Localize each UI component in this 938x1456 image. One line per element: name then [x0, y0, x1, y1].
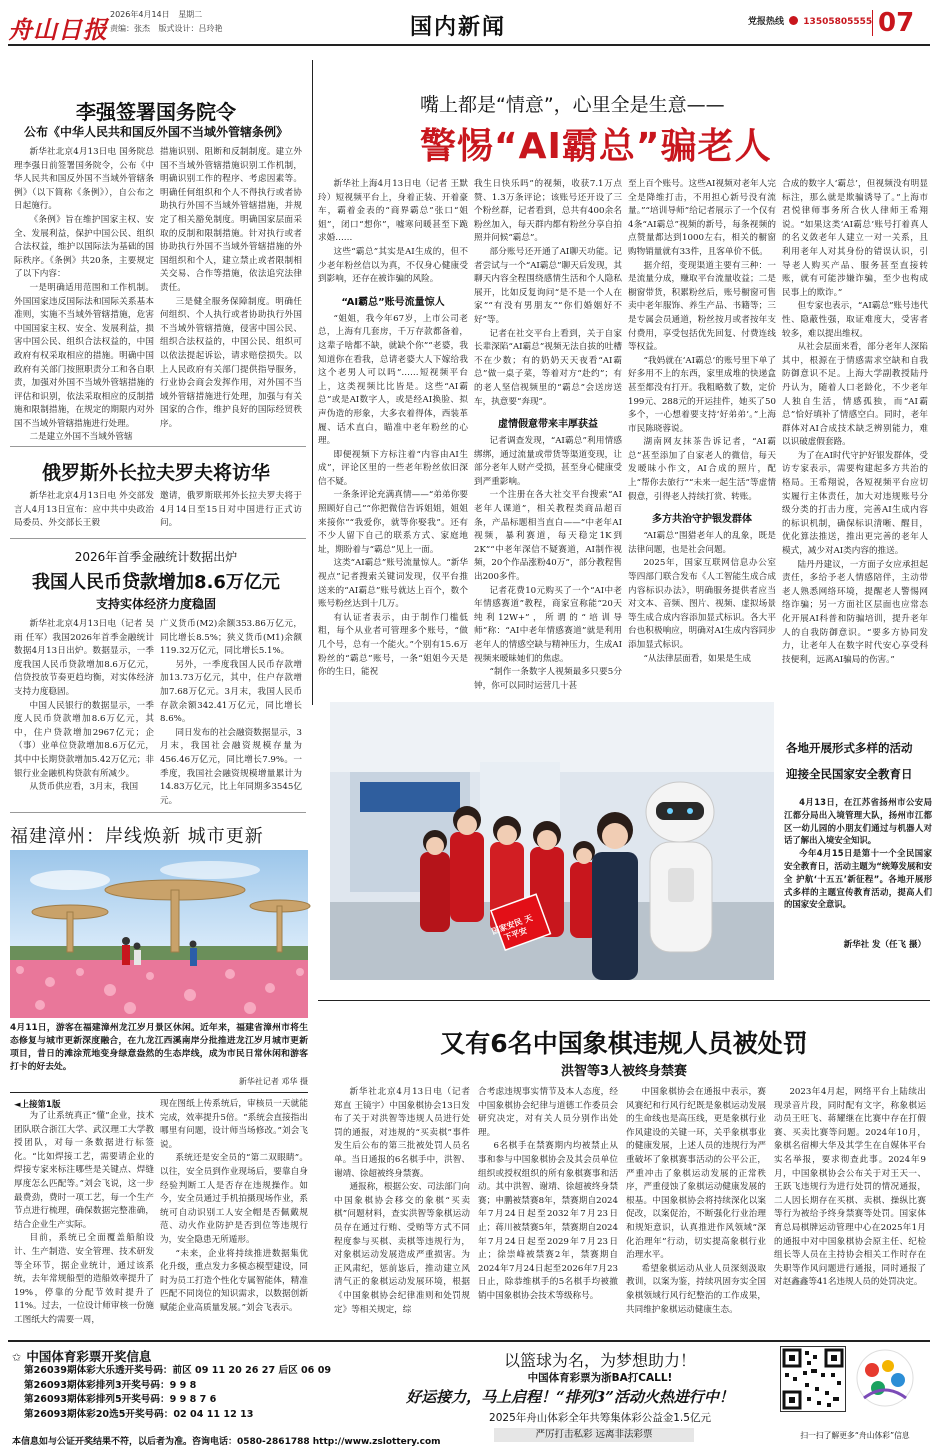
paragraph: 中国人民银行的数据显示，一季度人民币贷款增加8.6万亿元，其中，住户贷款增加2967亿元；企（事）业单位贷款增加8.6万亿元，其中中长期贷款增加5.42万亿元；非银行业金融机构贷款有所减少。 — [14, 700, 154, 779]
slogan-5 — [494, 1428, 694, 1442]
paragraph: 新华社北京4月13日电 国务院总理李强日前签署国务院令，公布《中华人民共和国反外国不当域外管辖条例》（以下简称《条例》），自公布之日起施行。 — [14, 147, 154, 212]
paragraph: 目前，系统已全面覆盖船舶设计、生产制造、安全管理、技术研发等全环节，据企业统计，通过该系统，去年常规船型的造船效率提升了19%，停靠的分配节效时提升了11%。过去，一位设计师审核一份施工图纸大约需要一周， — [14, 1233, 154, 1325]
paragraph: 新华社北京4月13日电（记者 郑直 王镜宇）中国象棋协会13日发布了关于对洪智等违规人员进行处罚的通报，对违规的“买卖棋”事件发生后公布的第三批被处罚人员名单。当日通报的6名棋手中，洪智、谢靖、徐超被终身禁赛。 — [334, 1087, 470, 1179]
paragraph: 广义货币(M2)余额353.86万亿元，同比增长8.5%；狭义货币(M1)余额119.32万亿元，同比增长5.1%。 — [160, 619, 302, 657]
chess-col-1 — [334, 1086, 470, 1334]
subtitle-premier: 公布《中华人民共和国反外国不当域外管辖条例》 — [23, 125, 288, 139]
paragraph: 希望象棋运动从业人员深刻汲取教训，以案为鉴，持续巩固夯实全国象棋领域行风行纪整治的工作成果，共同维护象棋运动健康生态。 — [626, 1263, 766, 1315]
lottery-row: 第26093期体彩排列5开奖号码：9 9 8 7 6 — [24, 1394, 217, 1405]
paragraph: “未来，企业将持续推进数据集优化升级，重点发力多模态模型建设，同时为员工打造个性化专属智能体，精准匹配不同岗位的知识需求，以数据创新赋能企业高质量发展。”刘会飞表示。 — [160, 1248, 308, 1313]
paragraph: 系统还是安全员的“第二双眼睛”。以往，安全员到作业现场后，要靠自身经验判断工人是否存在违规操作。如今，安全员通过手机拍摄现场作业，系统可自动识别工人安全帽是否佩戴规范、动火作业防护是否到位等违规行为，安全隐患无所遁形。 — [160, 1153, 308, 1245]
lottery-row: 第26039期体彩大乐透开奖号码：前区 09 11 20 26 27 后区 06 09 — [24, 1365, 332, 1376]
loans-col-1 — [14, 618, 154, 808]
issue-date — [110, 9, 202, 20]
lottery-title: 中国体育彩票开奖信息 — [26, 1349, 152, 1364]
date-text: 2026年4月14日 — [110, 10, 170, 19]
subtitle-loans: 支持实体经济力度稳固 — [95, 597, 216, 611]
paragraph: 邀请，俄罗斯联邦外长拉夫罗夫将于4月14日至15日对中国进行正式访问。 — [160, 491, 302, 529]
qr-caption: 扫一扫了解更多“舟山体彩”信息 — [800, 1431, 910, 1440]
headline-premier: 李强签署国务院令 — [76, 100, 236, 124]
section-title: 国内新闻 — [410, 14, 507, 40]
masthead — [0, 0, 938, 44]
paragraph: 2023年4月起，网络平台上陆续出现录音片段，同时配有文字，称象棋运动员王旺飞、蒋耀继在比赛中存在打假赛、买卖比赛等问题。2024年10月，象棋名宿柳大华及其学生在自媒体平台实名举报，要求彻查此事。2024年9月，中国象棋协会公布关于对王天一、王跃飞违规行为进行处罚的情况通报，二人因长期存在买棋、卖棋、操纵比赛等行为被给予终身禁赛等处罚。国家体育总局棋牌运动管理中心在2025年1月的通报中对中国象棋协会原主任、纪检组长等人员在主持协会相关工作时存在失职等作风问题进行通报，同时通报了对赵鑫鑫等41名违规人员的处罚决定。 — [774, 1087, 926, 1288]
paragraph: 今年4月15日是第十一个全民国家安全教育日，活动主题为“统筹发展和安全 护航‘十五五’新征程”。各地开展形式多样的主题宣传教育活动，提高人们的国家安全意识。 — [784, 848, 932, 910]
headline-russia: 俄罗斯外长拉夫罗夫将访华 — [41, 462, 270, 484]
paragraph: 6名棋手在禁赛期内均被禁止从事和参与中国象棋协会及其会员单位组织或授权组织的所有象棋赛事和活动。其中洪智、谢靖、徐超被终身禁赛；申鹏被禁赛8年，禁赛期自2024年7月24日起至2032年7月23日止；蒋川被禁赛5年，禁赛期自2024年7月24日起至2029年7月23日止；徐崇峰被禁赛2年，禁赛期自2024年7月24日起至2026年7月23日止，除恭维棋手的5名棋手均被撤销中国象棋协会技术等级称号。 — [478, 1141, 618, 1301]
ai-col-4 — [782, 178, 928, 668]
paragraph: 措施识别、阻断和反制制度。建立外国不当域外管辖措施识别工作机制，明确识别工作的程序、考虑因素等。明确任何组织和个人不得执行或者协助执行外国不当域外管辖措施，并规定了相关豁免制度。明确国家层面采取的反制和限制措施。针对执行或者协助执行外国不当域外管辖措施的外国组织和个人，建立禁止或者限制相关交易、合作等措施，依法追究法律责任。 — [160, 147, 302, 293]
russia-col-1 — [14, 490, 154, 532]
paragraph: 同日发布的社会融资数据显示，3月末，我国社会融资规模存量为456.46万亿元，同比增长7.9%。一季度，我国社会融资规模增量累计为14.83万亿元，比上年同期多3545亿元。 — [160, 727, 302, 806]
paragraph: 合考虑违规事实情节及本人态度，经中国象棋协会纪律与道德工作委员会研究决定，对有关人员分别作出处理。 — [478, 1087, 618, 1138]
paragraph: “从法律层面看，如果是生成 — [643, 653, 751, 664]
paragraph: 二是建立外国不当域外管辖 — [29, 432, 133, 443]
qr-code[interactable] — [780, 1346, 846, 1412]
slogan-2: 中国体育彩票为浙BA打CALL! — [527, 1372, 673, 1384]
divider — [10, 1092, 308, 1093]
paragraph: 记者调查发现，“AI霸总”利用情感绑绑，通过流量或带货等渠道变现，让部分老年人财产受损，甚至身心健康受到严重影响。 — [474, 436, 622, 487]
paragraph: 但专家也表示，“AI霸总”账号违代性、隐蔽性强，取证难度大，受害者较多，难以提出维权。 — [782, 301, 928, 339]
premier-col-2 — [160, 146, 302, 438]
safety-credit: 新华社 发（任飞 摄） — [843, 940, 926, 950]
slogan-3: 好运接力，马上启程！“排列3”活动火热进行中！ — [406, 1388, 734, 1406]
fujian-photo-art — [10, 850, 308, 1018]
safety-title-2: 迎接全民国家安全教育日 — [786, 767, 913, 781]
paragraph: 4月13日，在江苏省扬州市公安局江都分局出入境管理大队，扬州市江都区一幼儿园的小朋友们通过与机器人对话了解出入境安全知识。 — [784, 797, 932, 846]
paragraph: 陆丹丹建议，一方面子女应承担起责任，多给予老人情感陪伴，主动带老人熟悉网络环境，提醒老人警惕网络诈骗；另一方面社区层面也应常态化开展AI科普和防骗培训，提升老年人的自我防御意识。“要多方协同发力，让老年人在数字时代安心享受科技便利，远离AI骗局的伤害。” — [782, 559, 928, 665]
lottery-row: 第26093期体彩排列3开奖号码：9 9 8 — [24, 1379, 197, 1391]
paragraph: 现在图纸上传系统后，审核员一天就能完成，效率提升5倍。“系统会直接指出哪里有问题，设计师当场修改。”刘会飞说。 — [160, 1099, 308, 1150]
masthead-rule — [8, 44, 930, 46]
subhead: 多方共治守护银发群体 — [652, 514, 752, 526]
editor-text: 责编：张杰 — [110, 24, 150, 33]
weekday-text: 星期二 — [178, 10, 203, 19]
paragraph: 有认证者表示，由于制作门槛低粗，每个从业者可管理多个账号，“做几个号，总有一个能火。”个别有15.6万粉丝的“霸总”账号，一条“姐姐今天是你的生日，能祝 — [318, 612, 468, 678]
page-divider — [872, 10, 873, 36]
paragraph: 记者在社交平台上看到，关于自家长辈深陷“AI霸总”视频无法自拔的吐槽不在少数；有的奶奶天天夜看“AI霸总”做一桌子菜，等着对方“赴约”；有的老人坚信视频里的“霸总”会送房送车，执意要“奔现”。 — [474, 328, 622, 407]
headline-ai: 警惕“AI霸总”骗老人 — [420, 126, 772, 167]
kicker-ai: 嘴上都是“情意”，心里全是生意—— — [420, 94, 725, 116]
paragraph: 从社会层面来看，部分老年人深陷其中，根源在于情感需求空缺和自我防御意识不足。上海大学副教授陆丹丹认为，随着人口老龄化，不少老年人独自生活，情感孤独，而“AI霸总”恰好填补了情感空白。同时，老年群体对AI合成技术缺乏辨别能力，难以识破虚假套路。 — [782, 342, 928, 448]
sports-logo — [850, 1346, 920, 1410]
paragraph: 即便视频下方标注着“内容由AI生成”，评论区里的一些老年粉丝依旧深信不疑。 — [318, 449, 468, 487]
divider — [10, 538, 306, 539]
paragraph: 另外，一季度我国人民币存款增加13.73万亿元，其中，住户存款增加7.68万亿元。3月末，我国人民币存款余额342.41万亿元，同比增长8.6%。 — [160, 659, 302, 725]
paragraph: 这些“霸总”其实是AI生成的，但不少老年粉丝信以为真，不仅身心健康受到影响，还存在被诈骗的风险。 — [318, 246, 468, 285]
phone-icon — [789, 16, 798, 25]
column-rule-left — [312, 60, 313, 705]
hotline-label: 党报热线 — [748, 17, 785, 27]
ai-col-2 — [474, 178, 622, 691]
hotline-number: 13505805555 — [803, 17, 873, 27]
paragraph: 部分账号还开通了AI聊天功能。记者尝试与一个“AI霸总”聊天后发现，其聊天内容全程围绕感情生活和个人隐私展开，比如反复询问“是不是一个人在家”“有没有男朋友”“你们婚姻好不好”等。 — [474, 246, 622, 325]
safety-title-1: 各地开展形式多样的活动 — [786, 741, 913, 755]
paragraph: 至上百个账号。这些AI视频对老年人完全是降维打击，不用担心新号没有流量。”“培训导师”给记者展示了一个仅有4条“AI霸总”视频的新号，每条视频的点赞量都达到1000左右，相关的橱窗购物销量就有33件，且客单价不低。 — [628, 179, 776, 257]
paragraph: 合成的数字人‘霸总’，但视频没有明显标注，那么就是欺骗诱导了。”上海市君悦律师事务所合伙人律师王希翔说。“如果这类‘AI霸总’账号打着真人的名义敛老年人建立一对一关系，且利用老年人对其身份的错误认识，引导老人购买产品、服务甚至直接转账，就有可能涉嫌诈骗，至少也构成民事上的欺诈。” — [782, 179, 928, 298]
paragraph: 为了让系统真正“懂”企业，技术团队联合浙江大学、武汉理工大学教授团队，对每一条数据进行标签化。“比如焊接工艺，需要请企业的焊接专家来标注哪些是关键点、焊缝厚度怎么匹配等。”刘会飞说，这一步最费劲，费时一项工艺，每一个生产节点进行梳理，确保数据完整准确，结合企业生产实际。 — [14, 1111, 154, 1230]
paragraph: 新华社北京4月13日电 外交部发言人4月13日宣布：应中共中央政治局委员、外交部长王毅 — [14, 491, 154, 529]
lottery-title-row — [12, 1346, 151, 1365]
paragraph: “姐姐，我今年67岁，上市公司老总，上海有几套房，千万存款都备着，这辈子啥都不缺，就缺个你”“老婆，我知道你在看我，总请老婆大人下嫁给我这个老男人可以吗”……短视频平台上，这类视频比比皆是。这些“AI霸总”或是AI数字人，或是经AI换脸、拟声伪造的形象，大多衣着得体，西装革履、话术直白，瞄准中老年粉丝的心理。 — [318, 313, 468, 447]
chess-col-3 — [626, 1086, 766, 1334]
paragraph: “AI霸总”围猎老年人的乱象，既是法律问题，也是社会问题。 — [628, 531, 776, 555]
paragraph: 从货币供应看，3月末，我国 — [29, 782, 139, 793]
paragraph: “制作一条数字人视频最多只要5分钟，你可以同时运营几十甚 — [474, 667, 622, 691]
divider — [10, 812, 306, 813]
slogan-5-text: 严厉打击私彩 远离非法彩票 — [535, 1429, 653, 1440]
photo-banner-text: 国家安民 天下平安 — [490, 913, 534, 943]
continued-from: ◄上接第1版 — [14, 1100, 61, 1110]
ai-col-1 — [318, 178, 468, 678]
safety-photo-art — [330, 702, 774, 980]
paragraph: 三是健全服务保障制度。明确任何组织、个人执行或者协助执行外国不当域外管辖措施，侵害中国公民、组织合法权益的，中国公民、组织可以依法提起诉讼，请求赔偿损失。以上人民政府有关部门提供指导服务，行业协会商会发挥作用，对外国不当域外管辖措施进行处理，加强与有关国家的合作，维护良好的国际经贸秩序。 — [160, 296, 302, 429]
sports-logo-icon — [850, 1346, 920, 1410]
paragraph: 这类“AI霸总”账号流量惊人。“新华视点”记者搜索关键词发现，仅平台推送来的“AI霸总”账号就达上百个，数个账号粉丝达到十几万。 — [318, 558, 468, 610]
lottery-row: 第26093期体彩20选5开奖号码：02 04 11 12 13 — [24, 1408, 254, 1420]
slogan-1: 以篮球为名，为梦想助力！ — [503, 1351, 696, 1370]
subhead: 虚情假意带来丰厚获益 — [498, 419, 598, 431]
lottery-footer-note: 本信息如与公证开奖结果不符，以后者为准。咨询电话：0580-2861788 http://www.zslottery.com — [12, 1437, 441, 1447]
paragraph: 湖南网友抹茶告诉记者，“AI霸总”甚至添加了自家老人的微信，每天发暧昧小作文，AI合成的照片，配上“帮你去旅行”“未来一起生活”等虚情假意，引得老人持续打赏、转账。 — [628, 437, 776, 502]
newspaper-logo: 舟山日报 — [8, 15, 108, 44]
paragraph: 新华社上海4月13日电（记者 王默玲）短视频平台上，身着正装、开着豪车，霸着金表的“商界霸总”张口“姐姐”，闭口“想你”，嘘寒问暖甚至下跪求婚…… — [318, 179, 468, 244]
subtitle-chess: 洪智等3人被终身禁赛 — [560, 1064, 688, 1079]
ai-col-3 — [628, 178, 776, 668]
paragraph: 一条条评论充满真情——“弟弟你要照顾好自己”“你把微信告诉姐姐，姐姐来接你”“我爱你，就等你娶我”。还有不少人留下自己的联系方式、家庭地址，期盼着与“霸总”见上一面。 — [318, 490, 468, 555]
paragraph: 据介绍，变现渠道主要有三种：一是流量分成，赚取平台流量收益；二是橱窗带货，积累粉丝后，账号橱窗可售卖中老年服饰、养生产品、书籍等；三是专属会员通道，粉丝按月或者按年支付费用，享受包括优先回复、付费连线等权益。 — [628, 260, 776, 353]
russia-col-2 — [160, 490, 302, 532]
cont-col-2 — [160, 1098, 308, 1334]
divider — [318, 1000, 930, 1001]
paragraph: 中国象棋协会在通报中表示，赛风赛纪和行风行纪既是象棋运动发展的生命线也是高压线，更是象棋行业作风建设的关键一环，关乎象棋事业的健康发展，上述人员的违规行为严重破坏了象棋赛事活动的公平公正，严重冲击了象棋运动发展的正常秩序，严重侵蚀了象棋运动健康发展的根基。中国象棋协会将持续深化以案促改，以案促治，不断强化行业治理和规矩意识，认真推进作风领域“深化治理年”行动，切实提高象棋行业治理水平。 — [626, 1087, 766, 1261]
paragraph: 为了在AI时代守护好银发群体，受访专家表示，需要构建起多方共治的格局。王希翔说，各短视频平台应切实履行主体责任，加大对违规账号分级分类的打击力度，完善AI生成内容的标识机制，确保标识清晰、醒目，优化算法推送，推出更完善的老年人模式，减少对AI类内容的推送。 — [782, 450, 928, 557]
divider — [10, 446, 306, 447]
fujian-credit: 新华社记者 邓华 摄 — [238, 1077, 308, 1086]
kicker-loans: 2026年首季金融统计数据出炉 — [74, 550, 238, 564]
editor-credits — [110, 23, 223, 34]
paragraph: 通报称，根据公安、司法部门向中国象棋协会移交的象棋“买卖棋”问题材料，查实洪智等象棋运动员存在通过行贿、受贿等方式不同程度参与买棋、卖棋等违规行为，对象棋运动发展造成严重损害。为正风肃纪，惩前毖后，推动建立风清气正的象棋运动发展环境，根据《中国象棋协会纪律准则和处罚规定》等相关规定，综 — [334, 1182, 470, 1315]
footer-rule — [8, 1340, 930, 1342]
hotline — [748, 14, 872, 27]
fujian-photo — [10, 850, 308, 1018]
cont-col-1 — [14, 1110, 154, 1334]
slogan-4: 2025年舟山体彩全年共筹集体彩公益金1.5亿元 — [489, 1412, 711, 1424]
paragraph: 一是明确适用范围和工作机制。外国国家违反国际法和国际关系基本准则，实施不当域外管辖措施，危害中国国家主权、安全、发展利益，损害中国公民、组织合法权益的，中国政府有权采取相应的措施。明确中国政府有关部门按照职责分工和各自职责，加强对外国不当域外管辖措施的评估和识别，依法采取相应的反制措施和限制措施，在规定的期限内对外国不当域外管辖措施进行处理。 — [14, 282, 154, 429]
safety-photo — [330, 702, 774, 980]
paragraph: 一个注册在各大社交平台搜索“AI老年人课道”，相关教程类商品超百条，产品标题相当直白——“中老年AI视频，暴利赛道，每天稳定1K到2K”“中老年深信不疑赛道，AI制作视频，20个作品涨粉40万”，部分教程售出200多件。 — [474, 490, 622, 583]
lottery-results — [24, 1364, 331, 1422]
paragraph: 我生日快乐吗”的视频，收获7.1万点赞、1.3万条评论；该账号还开设了三个粉丝群，记者看到，总共有400余名粉丝加入，每天群内都有粉丝分享自拍照并问候“霸总”。 — [474, 179, 622, 244]
headline-loans: 我国人民币贷款增加8.6万亿元 — [32, 572, 280, 593]
caption-text: 4月11日，游客在福建漳州龙江岁月景区休闲。近年来，福建省漳州市将生态修复与城市更新深度融合，在九龙江西溪南岸分批推进龙江岁月城市更新项目，昔日的滩涂荒地变身绿意盎然的生态岸线，成为市民日常休闲和游客打卡的好去处。 — [10, 1023, 308, 1072]
paragraph: 《条例》旨在维护国家主权、安全、发展利益，保护中国公民、组织合法权益，维护以国际法为基础的国际秩序。《条例》共20条，主要规定了以下内容： — [14, 214, 154, 280]
star-icon: ✩ — [12, 1351, 22, 1364]
headline-fujian: 福建漳州：岸线焕新 城市更新 — [10, 826, 264, 847]
paragraph: 记者花费10元购买了一个“AI中老年情感赛道”教程，商家宣称能“20天纯利12W+”，所谓的“培训导师”称：“AI中老年情感赛道”就是利用老年人的情感空缺与精神压力，生成AI视频来暧昧她们的焦虑。 — [474, 585, 622, 664]
chess-col-4 — [774, 1086, 926, 1334]
chess-col-2 — [478, 1086, 618, 1334]
paragraph: “我妈就在‘AI霸总’的账号里下单了好多用不上的东西，家里成堆的快递盒甚至都没有打开。我粗略数了数，定价199元、288元的开运挂件，她买了50多个，一心想着要支持‘好弟弟’。”上海市民陈晓蓉说。 — [628, 355, 776, 434]
designer-text: 版式设计：吕玲艳 — [158, 24, 223, 33]
fujian-caption — [10, 1022, 308, 1074]
headline-chess: 又有6名中国象棋违规人员被处罚 — [440, 1029, 808, 1058]
paragraph: 新华社北京4月13日电（记者 吴雨 任军）我国2026年首季金融统计数据4月13日出炉。数据显示，一季度我国人民币贷款增加8.6万亿元，信贷投放节奏更趋均衡，对实体经济支持力度稳固。 — [14, 619, 154, 697]
qr-code-icon — [781, 1347, 845, 1411]
page-number: 07 — [878, 8, 915, 38]
loans-col-2 — [160, 618, 302, 808]
paragraph: 2025年，国家互联网信息办公室等四部门联合发布《人工智能生成合成内容标识办法》，明确服务提供者应当对文本、音频、图片、视频、虚拟场景等生成合成内容添加显式标识。各大平台也积极响应，明确对AI生成内容同步添加显式标识。 — [628, 558, 776, 650]
subhead: “AI霸总”账号流量惊人 — [341, 296, 445, 308]
